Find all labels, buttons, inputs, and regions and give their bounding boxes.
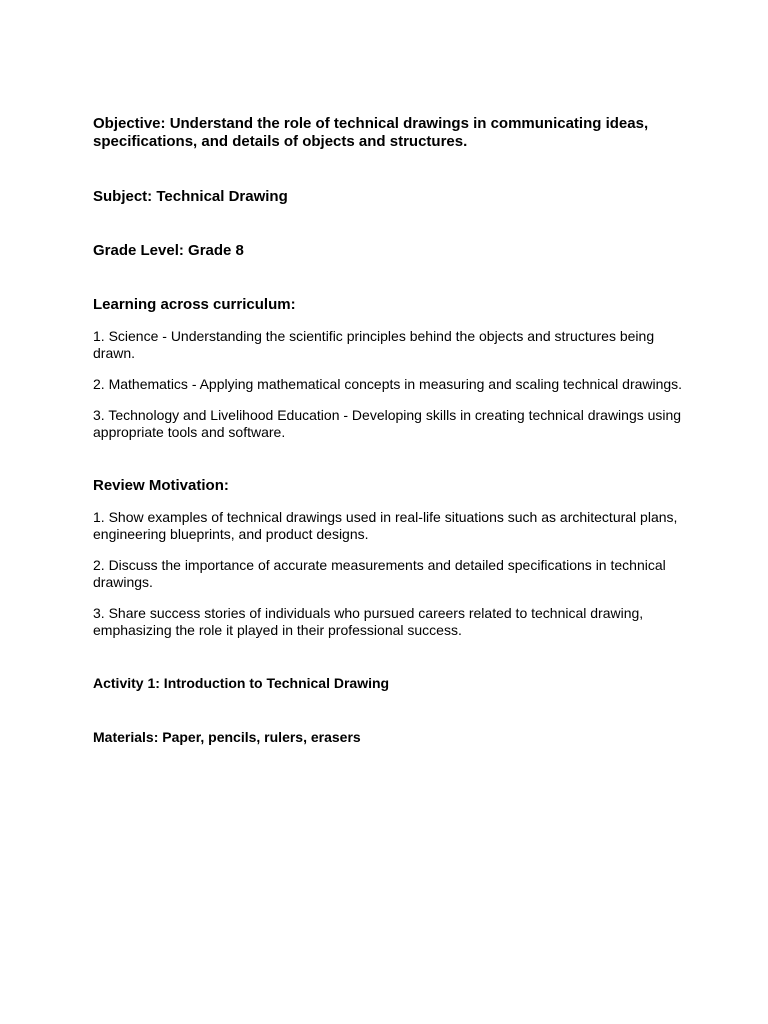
review-item-success-stories: 3. Share success stories of individuals who pursued careers related to technical drawing, emphasizing the role it played in their professional success. xyxy=(93,605,644,638)
learning-item-tle: 3. Technology and Livelihood Education - Developing skills in creating technical drawings using appropriate tools and software. xyxy=(93,407,682,440)
learning-across-curriculum-heading: Learning across curriculum: xyxy=(93,296,296,313)
learning-item-mathematics: 2. Mathematics - Applying mathematical concepts in measuring and scaling technical drawings. xyxy=(93,376,683,392)
review-item-measurements: 2. Discuss the importance of accurate measurements and detailed specifications in technical drawings. xyxy=(93,557,666,590)
document-content xyxy=(93,115,693,746)
review-list xyxy=(93,509,693,639)
review-item-examples: 1. Show examples of technical drawings used in real-life situations such as architectural plans, engineering blueprints, and product designs. xyxy=(93,509,678,542)
learning-list xyxy=(93,328,693,441)
subject-heading: Subject: Technical Drawing xyxy=(93,188,288,205)
materials-heading: Materials: Paper, pencils, rulers, erasers xyxy=(93,729,361,745)
activity-heading: Activity 1: Introduction to Technical Drawing xyxy=(93,675,390,691)
review-motivation-heading: Review Motivation: xyxy=(93,477,229,494)
grade-level-heading: Grade Level: Grade 8 xyxy=(93,242,244,259)
objective-heading: Objective: Understand the role of technical drawings in communicating ideas, specifications, and details of objects and structures. xyxy=(93,115,649,150)
learning-item-science: 1. Science - Understanding the scientific principles behind the objects and structures being drawn. xyxy=(93,328,655,361)
